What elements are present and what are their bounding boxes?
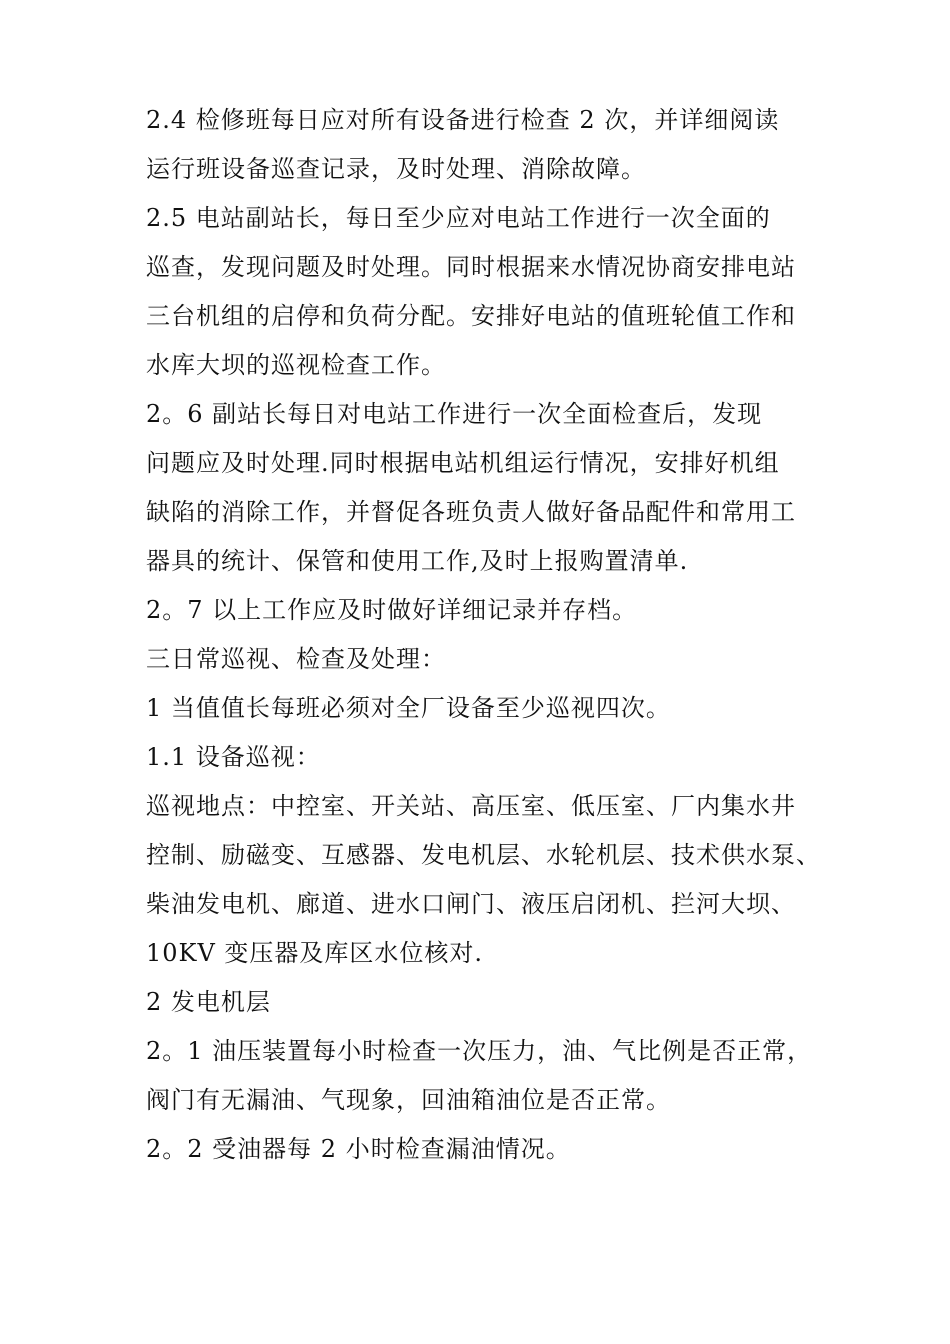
text-line: 阀门有无漏油、气现象，回油箱油位是否正常。 xyxy=(146,1086,671,1114)
text-line: 问题应及时处理.同时根据电站机组运行情况，安排好机组 xyxy=(146,449,780,477)
text-line: 2.4 检修班每日应对所有设备进行检查 2 次，并详细阅读 xyxy=(146,106,780,134)
text-line: 控制、励磁变、互感器、发电机层、水轮机层、技术供水泵、 xyxy=(146,841,821,869)
text-line: 缺陷的消除工作，并督促各班负责人做好备品配件和常用工 xyxy=(146,498,796,526)
text-line: 水库大坝的巡视检查工作。 xyxy=(146,351,446,379)
text-line: 器具的统计、保管和使用工作,及时上报购置清单. xyxy=(146,547,689,575)
text-line: 2.5 电站副站长，每日至少应对电站工作进行一次全面的 xyxy=(146,204,771,232)
text-line: 2。6 副站长每日对电站工作进行一次全面检查后，发现 xyxy=(146,400,763,428)
subsection-heading: 2 发电机层 xyxy=(146,988,271,1016)
text-line: 巡视地点：中控室、开关站、高压室、低压室、厂内集水井 xyxy=(146,792,796,820)
text-line: 运行班设备巡查记录，及时处理、消除故障。 xyxy=(146,155,646,183)
text-line: 10KV 变压器及库区水位核对. xyxy=(146,939,484,967)
text-line: 柴油发电机、廊道、进水口闸门、液压启闭机、拦河大坝、 xyxy=(146,890,796,918)
text-line: 2。1 油压装置每小时检查一次压力，油、气比例是否正常， xyxy=(146,1037,813,1065)
section-heading: 三日常巡视、检查及处理： xyxy=(146,645,446,673)
text-line: 三台机组的启停和负荷分配。安排好电站的值班轮值工作和 xyxy=(146,302,796,330)
text-line: 1 当值值长每班必须对全厂设备至少巡视四次。 xyxy=(146,694,671,722)
text-line: 2。7 以上工作应及时做好详细记录并存档。 xyxy=(146,596,638,624)
subsection-heading: 1.1 设备巡视： xyxy=(146,743,321,771)
document-body xyxy=(146,96,836,1174)
text-line: 2。2 受油器每 2 小时检查漏油情况。 xyxy=(146,1135,571,1163)
text-line: 巡查，发现问题及时处理。同时根据来水情况协商安排电站 xyxy=(146,253,796,281)
